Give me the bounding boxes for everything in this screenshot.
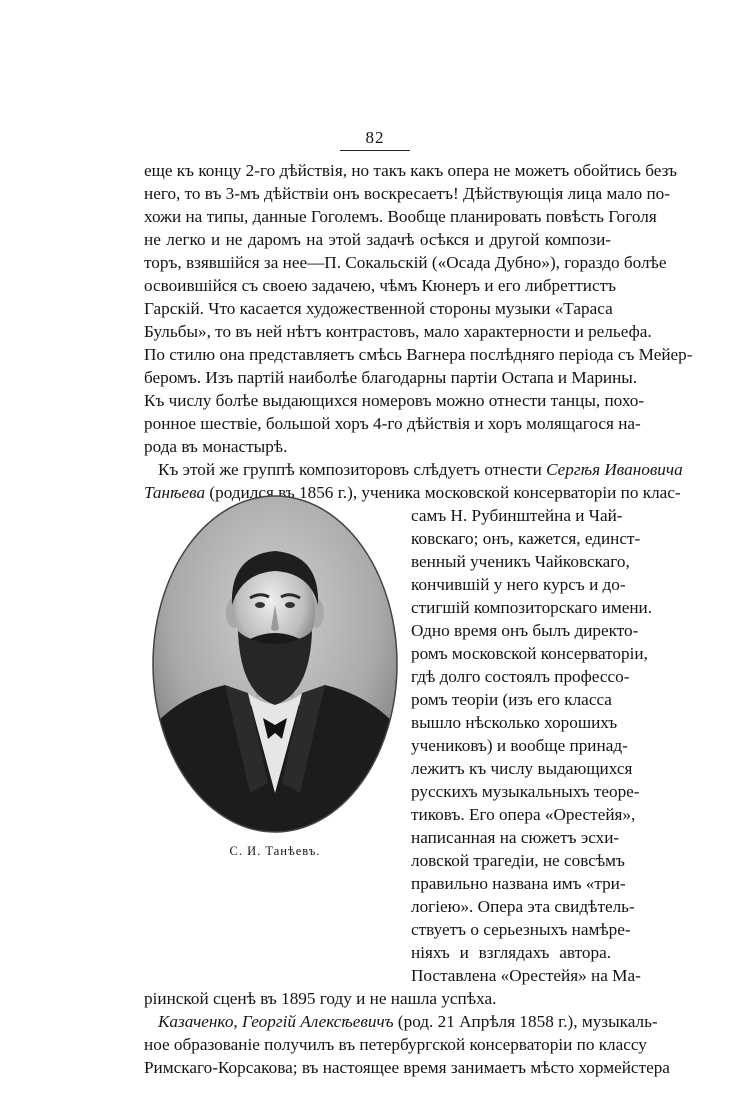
text-line: Къ числу болѣе выдающихся номеровъ можно отнести танцы, похо- <box>144 391 645 410</box>
text-line: ромъ московской консерваторіи, <box>411 644 648 663</box>
page-number-rule <box>340 150 410 151</box>
text-line: венный ученикъ Чайковскаго, <box>411 552 630 571</box>
text-line: ронное шествіе, большой хоръ 4-го дѣйствія и хоръ молящагося на- <box>144 414 641 433</box>
text-line: гдѣ долго состоялъ профессо- <box>411 667 630 686</box>
text-line: Поставлена «Орестейя» на Ма- <box>411 966 641 985</box>
text-line: Римскаго-Корсакова; въ настоящее время занимаетъ мѣсто хормейстера <box>144 1058 670 1077</box>
text-line: ніяхъ и взглядахъ автора. <box>411 943 611 962</box>
text-line: торъ, взявшійся за нее—П. Сокальскій («Осада Дубно»), гораздо болѣе <box>144 253 667 272</box>
text-line: кончившій у него курсъ и до- <box>411 575 626 594</box>
text-run: (род. 21 Апрѣля 1858 г.), музыкаль- <box>393 1012 658 1031</box>
text-line: Бульбы», то въ ней нѣтъ контрастовъ, мало характерности и рельефа. <box>144 322 652 341</box>
text-run: (родился въ 1856 г.), ученика московской консерваторіи по клас- <box>205 483 681 502</box>
text-line: вышло нѣсколько хорошихъ <box>411 713 618 732</box>
text-line: ромъ теоріи (изъ его класса <box>411 690 612 709</box>
text-line: не легко и не даромъ на этой задачѣ осѣкся и другой компози- <box>144 230 611 249</box>
text-line: освоившійся съ своею задачею, чѣмъ Кюнеръ и его либреттистъ <box>144 276 616 295</box>
text-line: русскихъ музыкальныхъ теоре- <box>411 782 640 801</box>
text-line <box>144 1011 658 1033</box>
text-line: Гарскій. Что касается художественной стороны музыки «Тараса <box>144 299 613 318</box>
text-line: написанная на сюжетъ эсхи- <box>411 828 620 847</box>
text-line: стигшій композиторскаго имени. <box>411 598 653 617</box>
page-number: 82 <box>365 128 385 147</box>
person-name: Танѣева <box>144 483 206 502</box>
text-line: Одно время онъ былъ директо- <box>411 621 639 640</box>
text-line: ловской трагедіи, не совсѣмъ <box>411 851 625 870</box>
portrait-caption: С. И. Танѣевъ. <box>229 844 321 858</box>
text-line: еще къ концу 2-го дѣйствія, но такъ какъ опера не можетъ обойтись безъ <box>144 161 677 180</box>
text-line: ковскаго; онъ, кажется, единст- <box>411 529 641 548</box>
text-line: беромъ. Изъ партій наиболѣе благодарны партіи Остапа и Марины. <box>144 368 638 387</box>
text-line: него, то въ 3-мъ дѣйствіи онъ воскресаетъ! Дѣйствующія лица мало по- <box>144 184 670 203</box>
text-line: лежитъ къ числу выдающихся <box>411 759 633 778</box>
text-line: учениковъ) и вообще принад- <box>411 736 628 755</box>
text-line: По стилю она представляетъ смѣсь Вагнера послѣдняго періода съ Мейер- <box>144 345 693 364</box>
text-line: самъ Н. Рубинштейна и Чай- <box>411 506 623 525</box>
portrait-image <box>150 493 400 835</box>
text-line: рода въ монастырѣ. <box>144 437 288 456</box>
person-name: Сергѣя Ивановича <box>546 460 683 479</box>
text-line: правильно названа имъ «три- <box>411 874 626 893</box>
text-line: ствуетъ о серьезныхъ намѣре- <box>411 920 631 939</box>
text-line <box>144 459 683 481</box>
text-line: ріинской сценѣ въ 1895 году и не нашла успѣха. <box>144 989 497 1008</box>
text-line: хожи на типы, данные Гоголемъ. Вообще планировать повѣсть Гоголя <box>144 207 657 226</box>
text-line: тиковъ. Его опера «Орестейя», <box>411 805 636 824</box>
text-run: Къ этой же группѣ композиторовъ слѣдуетъ отнести <box>158 460 547 479</box>
text-line: ное образованіе получилъ въ петербургской консерваторіи по классу <box>144 1035 647 1054</box>
person-name: Казаченко, Георгій Алексѣевичъ <box>158 1012 394 1031</box>
text-line: логіею». Опера эта свидѣтель- <box>411 897 635 916</box>
